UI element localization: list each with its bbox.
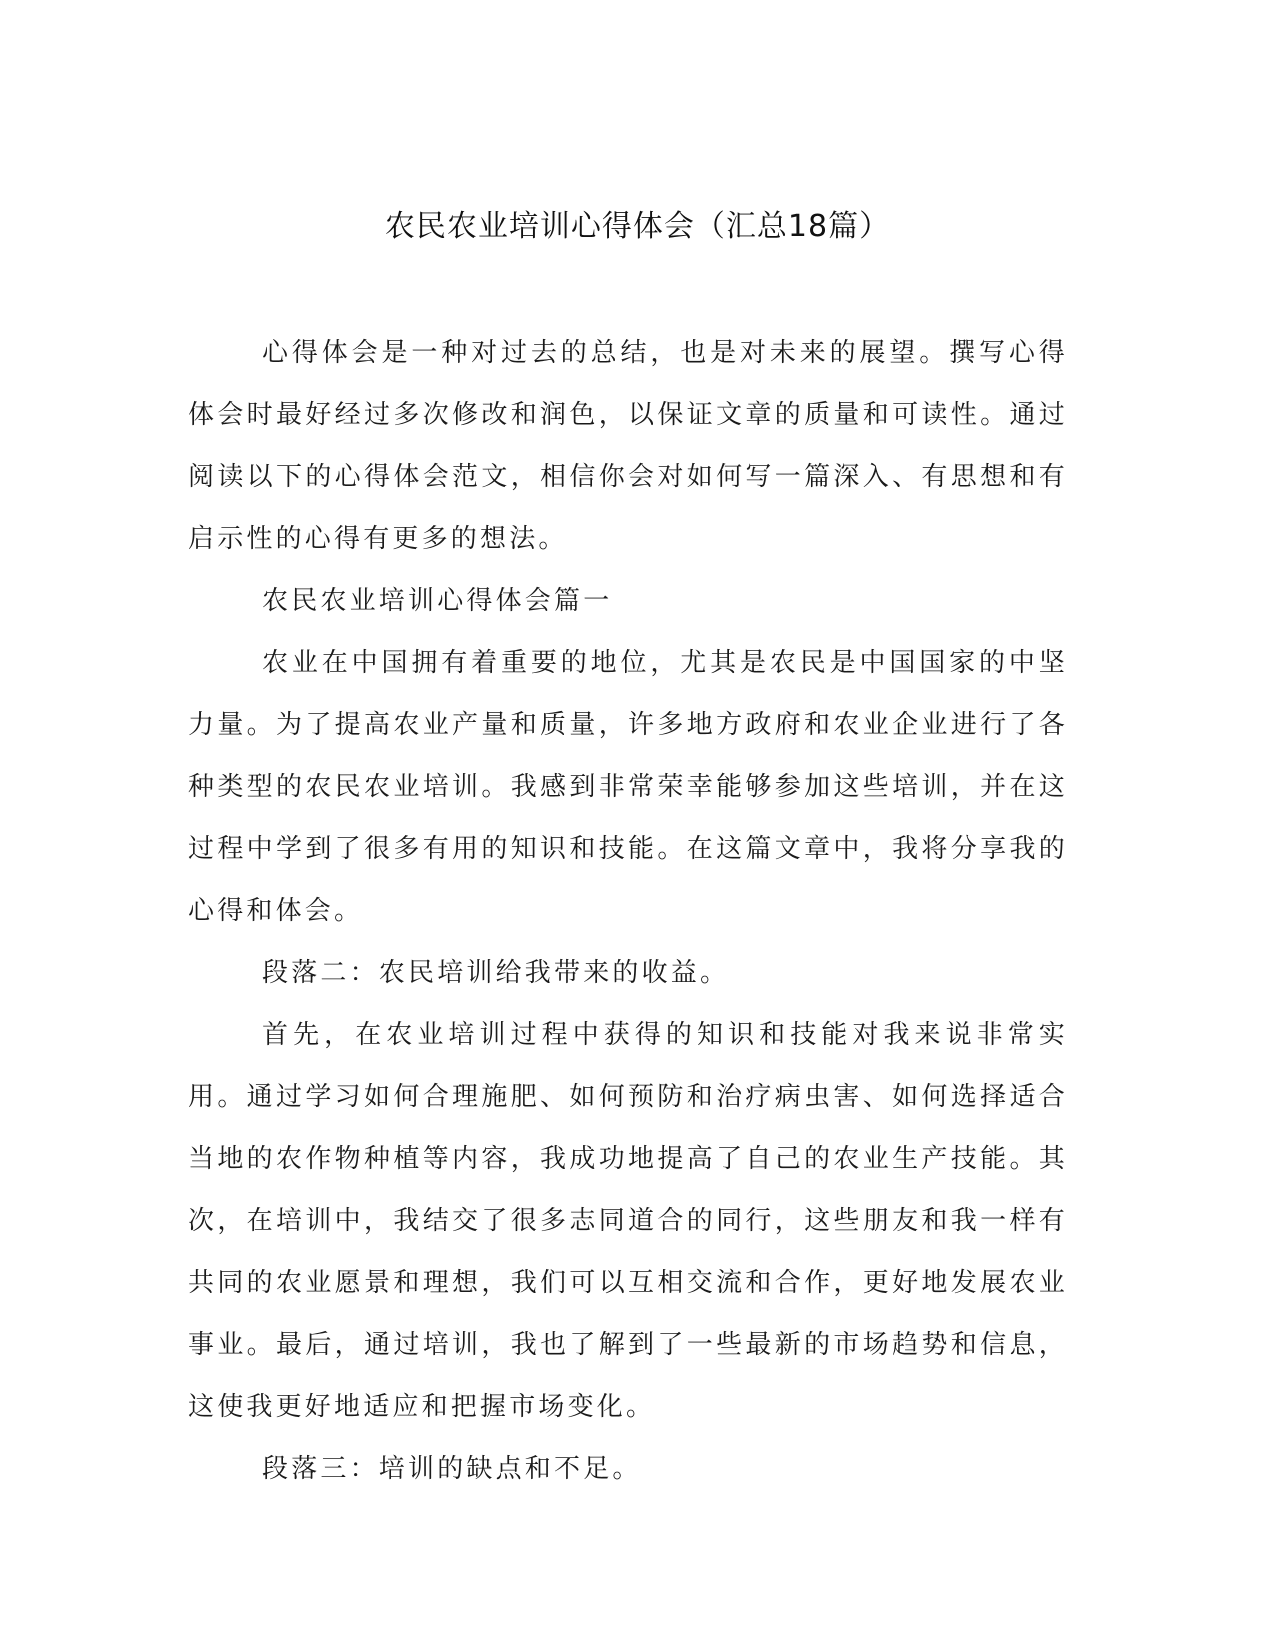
document-body xyxy=(188,322,1068,1500)
intro-paragraph: 心得体会是一种对过去的总结，也是对未来的展望。撰写心得体会时最好经过多次修改和润色，以保证文章的质量和可读性。通过阅读以下的心得体会范文，相信你会对如何写一篇深入、有思想和有启示性的心得有更多的想法。 xyxy=(188,338,1068,554)
section-heading-paragraph-two: 段落二：农民培训给我带来的收益。 xyxy=(262,958,730,988)
section-heading-paragraph-three: 段落三：培训的缺点和不足。 xyxy=(262,1454,642,1484)
section-heading-part-one: 农民农业培训心得体会篇一 xyxy=(262,586,613,616)
paragraph-training-benefits: 首先，在农业培训过程中获得的知识和技能对我来说非常实用。通过学习如何合理施肥、如何预防和治疗病虫害、如何选择适合当地的农作物种植等内容，我成功地提高了自己的农业生产技能。其次，在培训中，我结交了很多志同道合的同行，这些朋友和我一样有共同的农业愿景和理想，我们可以互相交流和合作，更好地发展农业事业。最后，通过培训，我也了解到了一些最新的市场趋势和信息，这使我更好地适应和把握市场变化。 xyxy=(188,1020,1068,1422)
document-title: 农民农业培训心得体会（汇总18篇） xyxy=(384,209,891,244)
paragraph-agriculture-importance: 农业在中国拥有着重要的地位，尤其是农民是中国国家的中坚力量。为了提高农业产量和质量，许多地方政府和农业企业进行了各种类型的农民农业培训。我感到非常荣幸能够参加这些培训，并在这过程中学到了很多有用的知识和技能。在这篇文章中，我将分享我的心得和体会。 xyxy=(188,648,1068,926)
